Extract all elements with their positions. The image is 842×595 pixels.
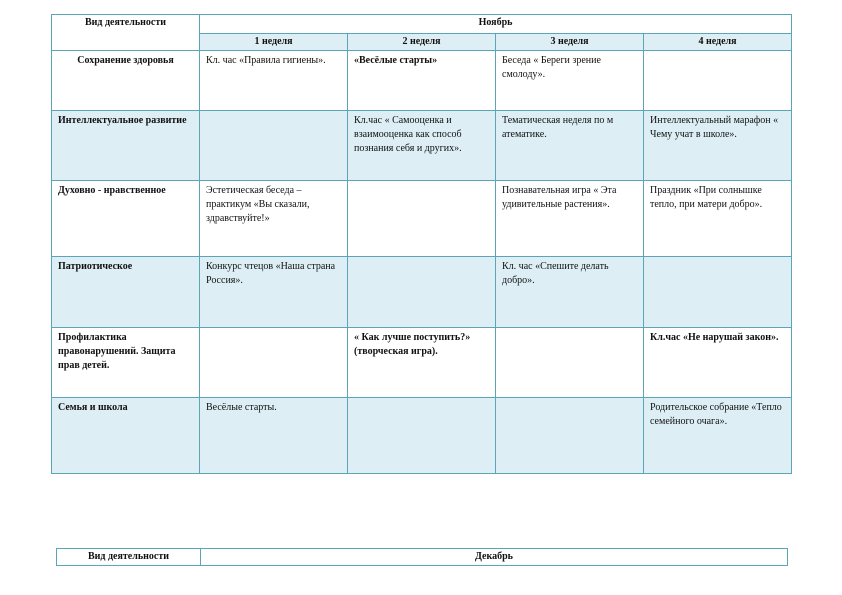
table-row: [52, 328, 792, 398]
event-cell: Беседа « Береги зрение смолоду».: [496, 51, 644, 111]
table-row: [52, 257, 792, 328]
event-cell: « Как лучше поступить?» (творческая игра).: [348, 328, 496, 398]
category-cell: Интеллектуальное развитие: [52, 111, 200, 181]
event-cell: Конкурс чтецов «Наша страна Россия».: [200, 257, 348, 328]
event-cell: Праздник «При солнышке тепло, при матери добро».: [644, 181, 792, 257]
event-cell: [644, 257, 792, 328]
activity-type-header: Вид деятельности: [57, 549, 201, 566]
category-cell: Патриотическое: [52, 257, 200, 328]
event-cell: Родительское собрание «Тепло семейного очага».: [644, 398, 792, 474]
event-cell: [348, 398, 496, 474]
event-cell: [348, 257, 496, 328]
event-cell: Тематическая неделя по м атематике.: [496, 111, 644, 181]
event-cell: Познавательная игра « Эта удивительные растения».: [496, 181, 644, 257]
event-cell: Кл.час «Не нарушай закон».: [644, 328, 792, 398]
week-header: 1 неделя: [200, 34, 348, 51]
event-cell: Весёлые старты.: [200, 398, 348, 474]
december-plan-table: [56, 548, 788, 566]
month-header: Декабрь: [201, 549, 788, 566]
event-cell: [348, 181, 496, 257]
november-plan-table: [51, 14, 792, 474]
category-cell: Семья и школа: [52, 398, 200, 474]
week-header: 4 неделя: [644, 34, 792, 51]
category-cell: Профилактика правонарушений. Защита прав детей.: [52, 328, 200, 398]
table-row: [52, 51, 792, 111]
category-cell: Духовно - нравственное: [52, 181, 200, 257]
event-cell: [496, 328, 644, 398]
activity-type-header: Вид деятельности: [52, 15, 200, 51]
table-row: [52, 181, 792, 257]
event-cell: [496, 398, 644, 474]
month-header: Ноябрь: [200, 15, 792, 34]
week-header: 2 неделя: [348, 34, 496, 51]
event-cell: [200, 328, 348, 398]
event-cell: [644, 51, 792, 111]
event-cell: Кл. час «Спешите делать добро».: [496, 257, 644, 328]
table-row: [52, 111, 792, 181]
category-cell: Сохранение здоровья: [52, 51, 200, 111]
table-row: [52, 398, 792, 474]
event-cell: Кл. час «Правила гигиены».: [200, 51, 348, 111]
event-cell: Эстетическая беседа – практикум «Вы сказали, здравствуйте!»: [200, 181, 348, 257]
event-cell: Кл.час « Самооценка и взаимооценка как способ познания себя и других».: [348, 111, 496, 181]
event-cell: Интеллектуальный марафон « Чему учат в школе».: [644, 111, 792, 181]
event-cell: [200, 111, 348, 181]
week-header: 3 неделя: [496, 34, 644, 51]
event-cell: «Весёлые старты»: [348, 51, 496, 111]
